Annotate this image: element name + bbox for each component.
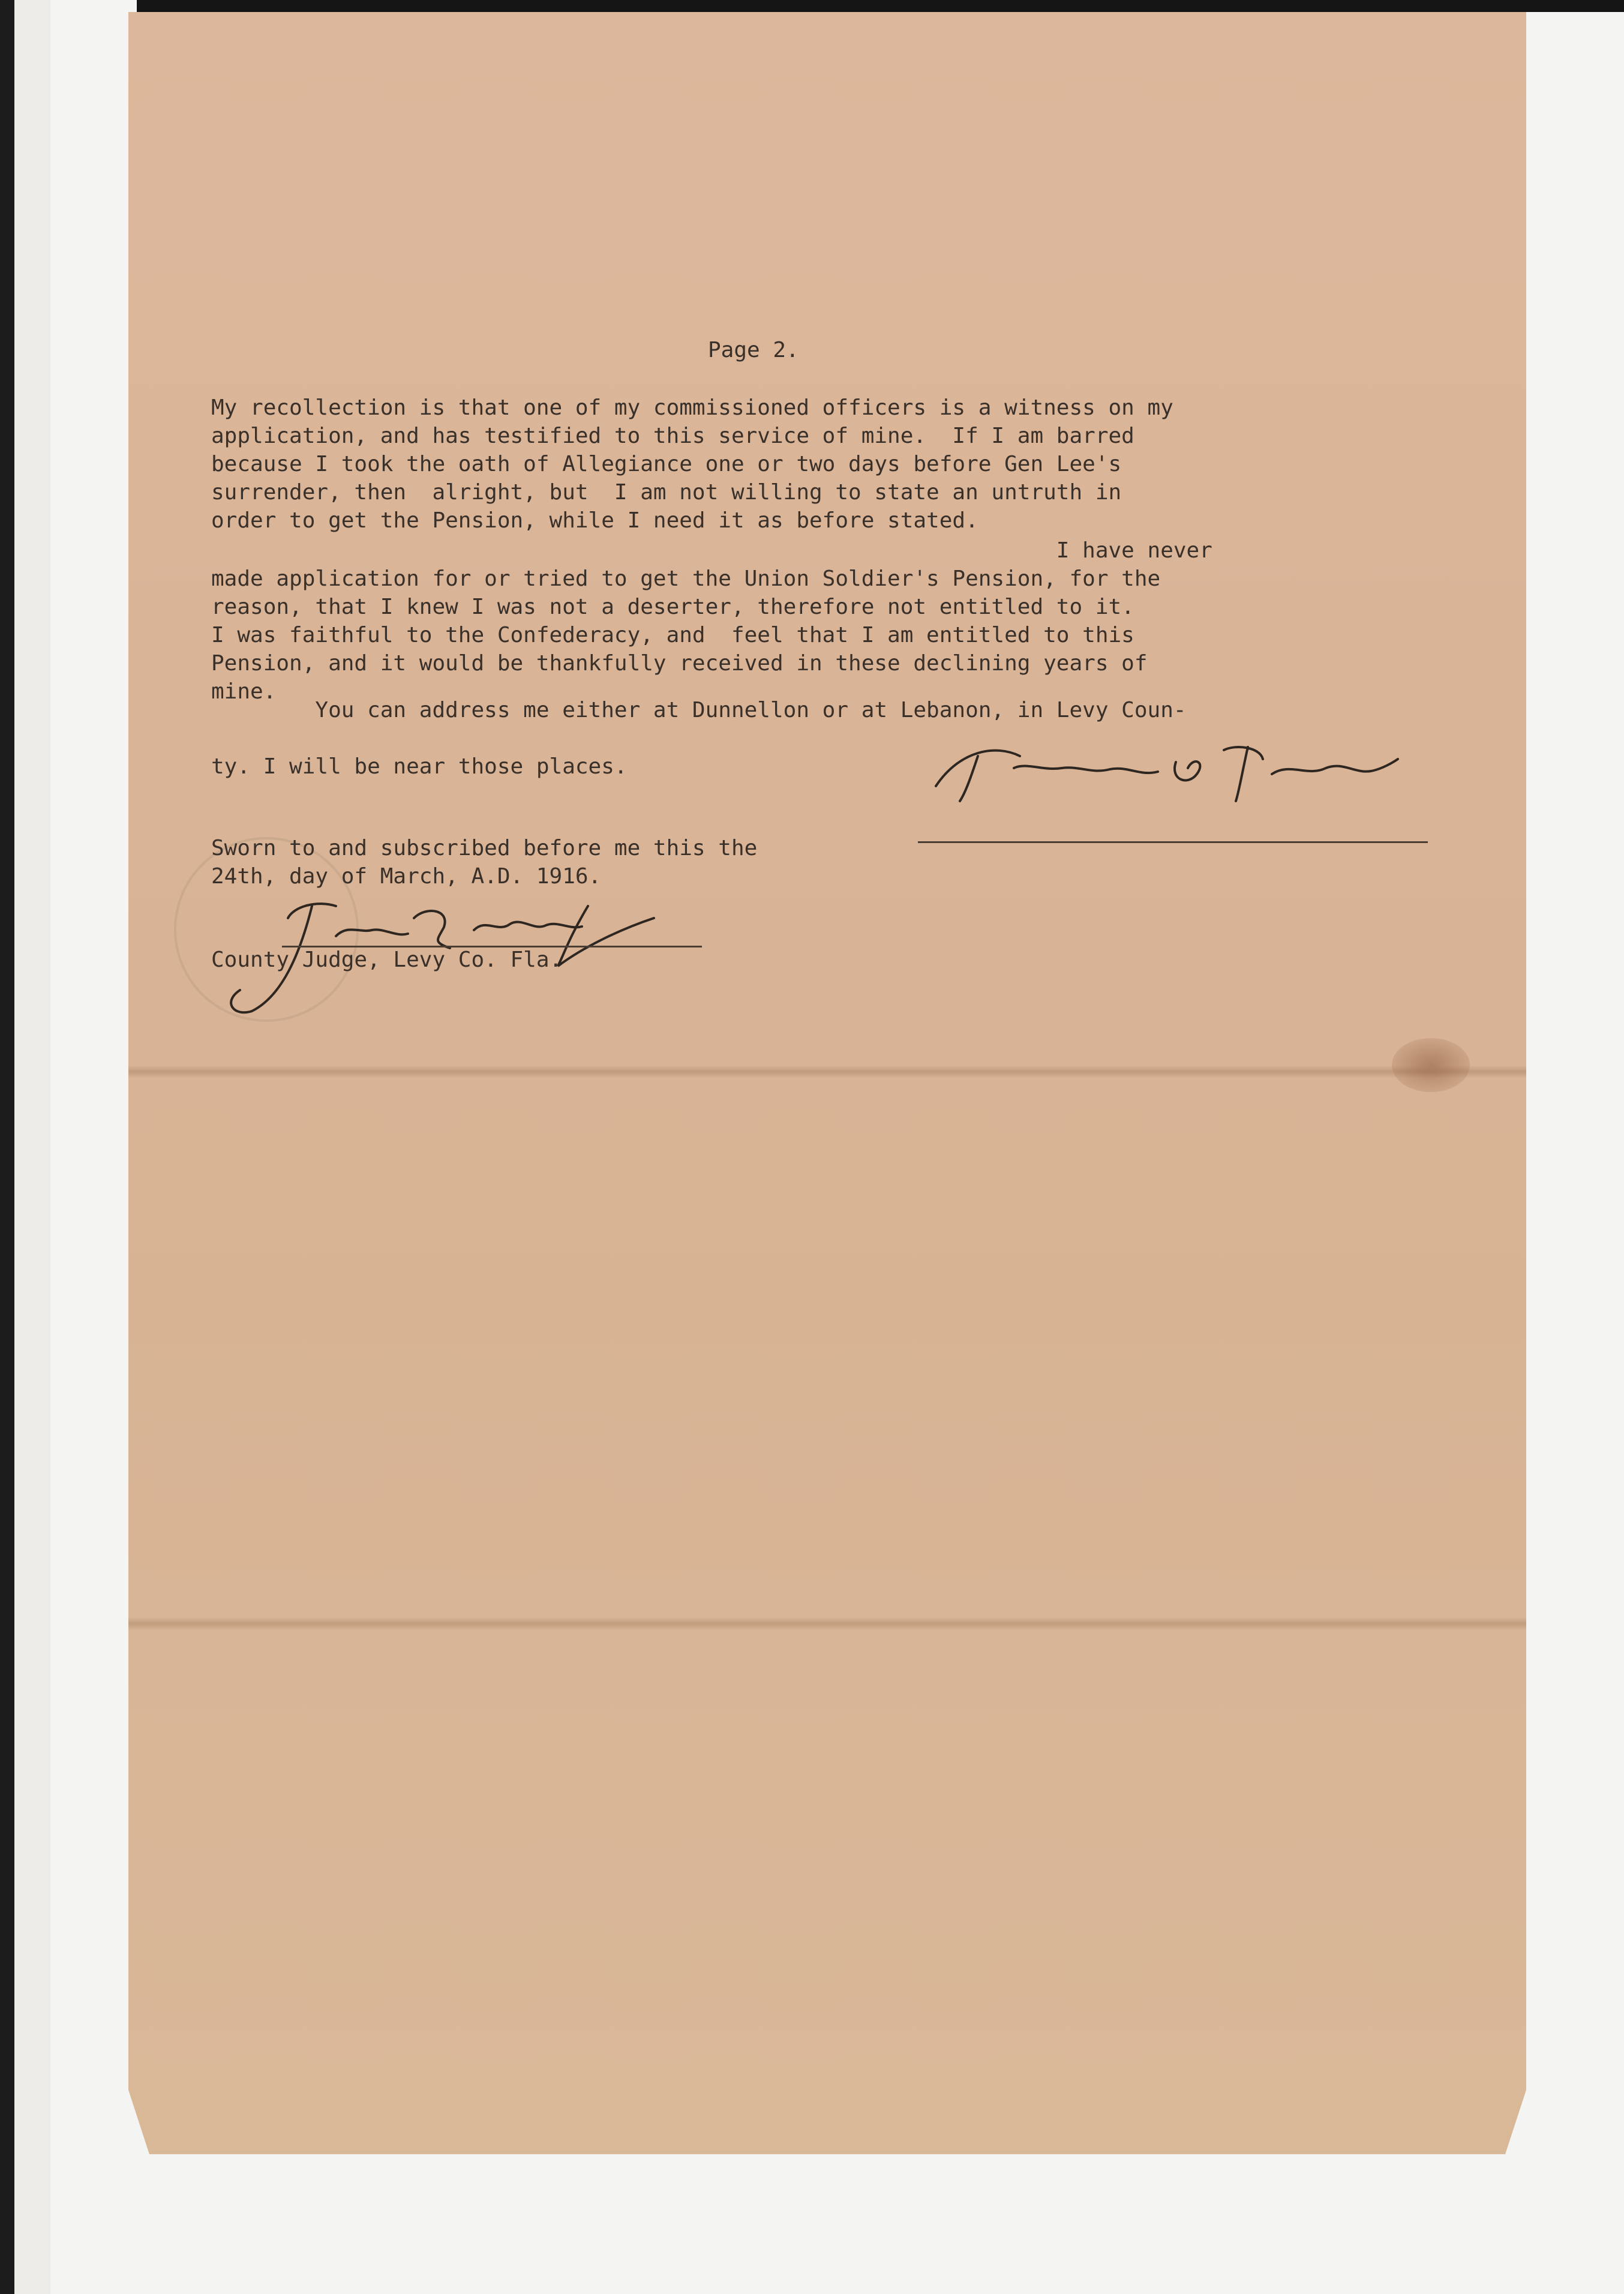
paper-fold: [128, 1617, 1526, 1630]
paragraph-address: You can address me either at Dunnellon or at Lebanon, in Levy Coun- ty. I will be near those places.: [211, 698, 1187, 779]
paragraph-union-pension: I have never made application for or tried to get the Union Soldier's Pension, for the reason, that I knew I was not a deserter, therefore not entitled to it. I was faithful to the Confederacy, and feel that I am entitled to this Pension, and it would be thankfully received in these declining years of mine.: [211, 538, 1212, 704]
applicant-signature: [924, 726, 1404, 810]
page-label: Page 2.: [708, 338, 799, 362]
paragraph-recollection: My recollection is that one of my commissioned officers is a witness on my application, and has testified to this service of mine. If I am barred because I took the oath of Allegiance one or two days before Gen Lee's surrender, then alright, but I am not willing to state an untruth in order to get the Pension, while I need it as before stated.: [211, 395, 1173, 533]
scan-margin: [14, 0, 50, 2294]
paper-stain: [1392, 1038, 1470, 1092]
judge-title: County Judge, Levy Co. Fla.: [211, 947, 563, 972]
document-page: [128, 12, 1526, 2154]
sworn-statement: Sworn to and subscribed before me this the 24th, day of March, A.D. 1916.: [211, 836, 758, 889]
scan-left-edge: [0, 0, 14, 2294]
paper-fold: [128, 1065, 1526, 1078]
scan-top-edge: [137, 0, 1624, 12]
signature-line: [918, 841, 1428, 843]
